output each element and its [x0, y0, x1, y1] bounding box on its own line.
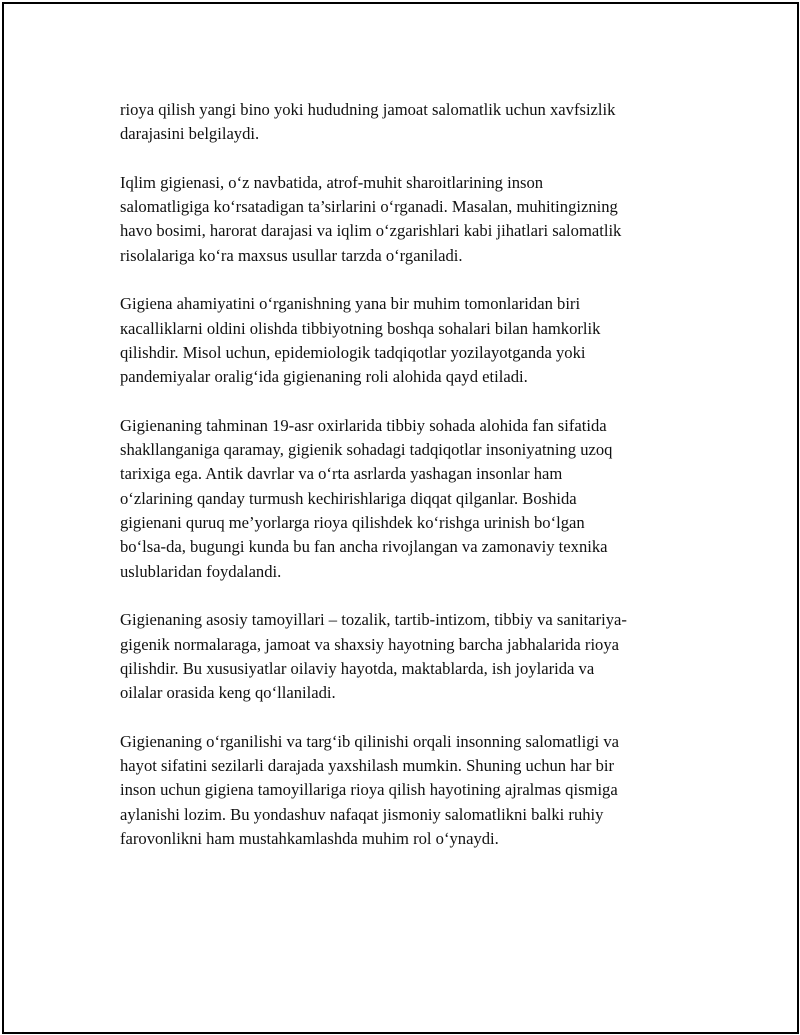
text-line: gigenik normalaraga, jamoat va shaxsiy hayotning barcha jabhalarida rioya [120, 634, 620, 654]
text-line: uslublaridan foydalandi. [120, 561, 282, 581]
text-line: Iqlim gigienasi, o‘z navbatida, atrof-muhit sharoitlarining inson [120, 172, 544, 192]
text-line: inson uchun gigiena tamoyillariga rioya qilish hayotining ajralmas qismiga [120, 780, 618, 800]
text-line: tarixiga ega. Antik davrlar va o‘rta asrlarda yashagan insonlar ham [120, 464, 563, 484]
paragraph-3 [120, 292, 700, 389]
document-page [2, 2, 799, 1034]
text-line: qilishdir. Misol uchun, epidemiologik tadqiqotlar yozilayotganda yoki [120, 342, 586, 362]
text-line: кacalliklarni oldini olishda tibbiyotning boshqa sohalari bilan hamkorlik [120, 318, 601, 338]
text-line: aylanishi lozim. Bu yondashuv nafaqat jismoniy salomatlikni balki ruhiy [120, 804, 604, 824]
text-line: pandemiyalar oralig‘ida gigienaning roli alohida qayd etiladi. [120, 367, 528, 387]
text-line: darajasini belgilaydi. [120, 124, 260, 144]
text-line: gigienani quruq me’yorlarga rioya qilishdek ko‘rishga urinish bo‘lgan [120, 513, 585, 533]
text-line: bo‘lsa-da, bugungi kunda bu fan ancha rivojlangan va zamonaviy texnika [120, 537, 608, 557]
text-line: Gigienaning o‘rganilishi va targ‘ib qilinishi orqali insonning salomatligi va [120, 731, 619, 751]
paragraph-5 [120, 608, 700, 705]
text-line: farovonlikni ham mustahkamlashda muhim rol o‘ynaydi. [120, 828, 499, 848]
paragraph-1 [120, 98, 700, 147]
text-line: qilishdir. Bu xususiyatlar oilaviy hayotda, maktablarda, ish joylarida va [120, 658, 595, 678]
text-line: oilalar orasida keng qo‘llaniladi. [120, 683, 336, 703]
text-line: Gigienaning asosiy tamoyillari – tozalik, tartib-intizom, tibbiy va sanitariya- [120, 610, 627, 630]
text-line: o‘zlarining qanday turmush kechirishlariga diqqat qilganlar. Boshida [120, 488, 577, 508]
text-line: rioya qilish yangi bino yoki hududning jamoat salomatlik uchun xavfsizlik [120, 100, 616, 119]
text-line: shakllanganiga qaramay, gigienik sohadagi tadqiqotlar insoniyatning uzoq [120, 440, 613, 460]
paragraph-4 [120, 414, 700, 584]
paragraph-6 [120, 730, 700, 851]
text-line: hayot sifatini sezilarli darajada yaxshilash mumkin. Shuning uchun har bir [120, 756, 615, 776]
text-line: Gigienaning tahminan 19-asr oxirlarida tibbiy sohada alohida fan sifatida [120, 415, 607, 435]
text-line: Gigiena ahamiyatini o‘rganishning yana bir muhim tomonlaridan biri [120, 294, 581, 314]
text-line: havo bosimi, harorat darajasi va iqlim o‘zgarishlari kabi jihatlari salomatlik [120, 221, 622, 241]
paragraph-2 [120, 171, 700, 268]
document-body [120, 98, 700, 876]
text-line: risolalariga ko‘ra maxsus usullar tarzda o‘rganiladi. [120, 245, 463, 265]
text-line: salomatligiga ko‘rsatadigan ta’sirlarini o‘rganadi. Masalan, muhitingizning [120, 197, 618, 217]
